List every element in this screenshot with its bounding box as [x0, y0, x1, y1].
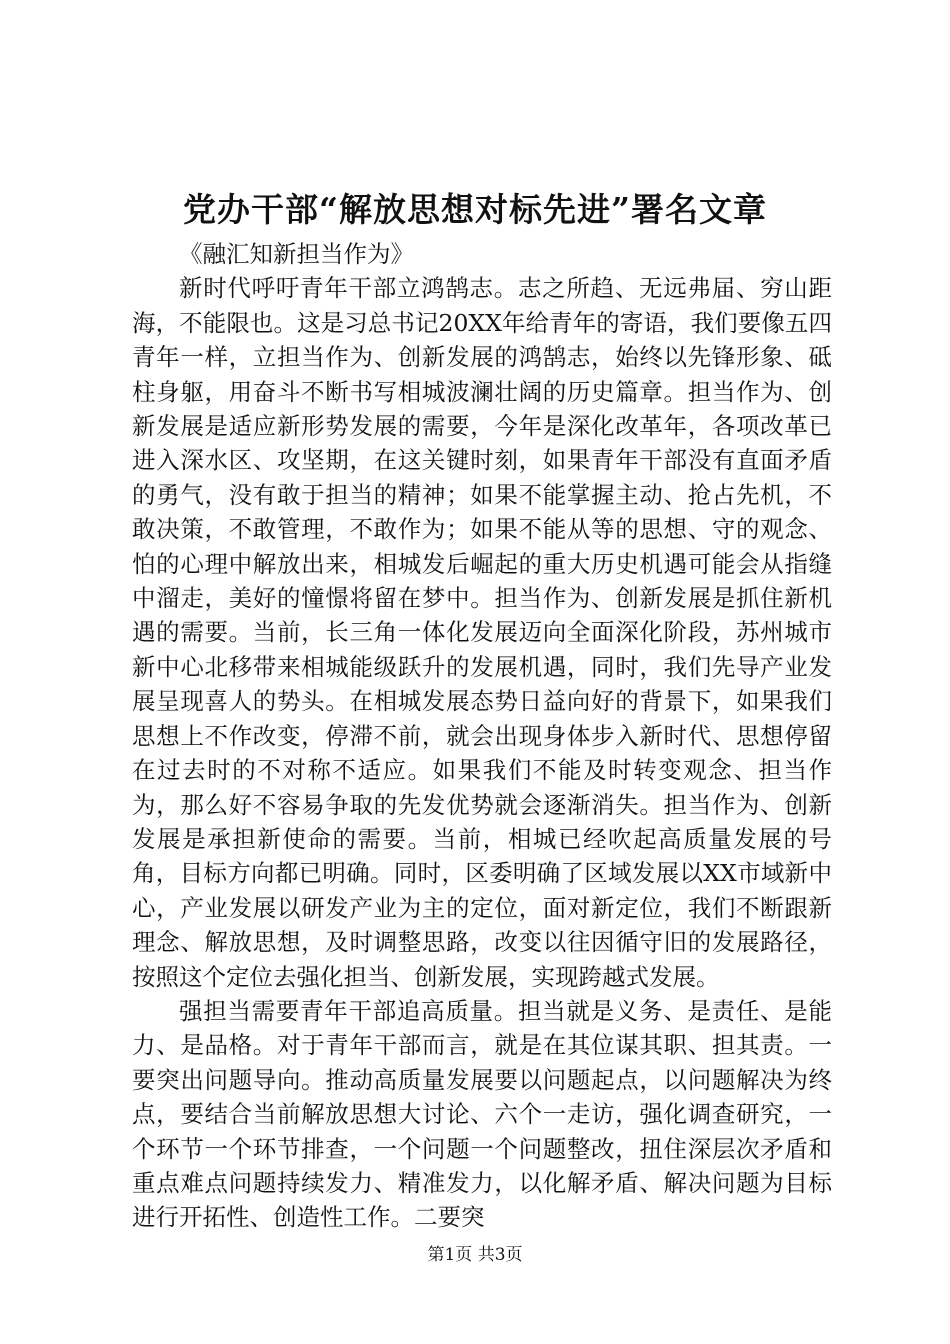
paragraph-2: 强担当需要青年干部追高质量。担当就是义务、是责任、是能力、是品格。对于青年干部而言，就是在其位谋其职、担其责。一要突出问题导向。推动高质量发展要以问题起点，以问题解决为终点，要结合当前解放思想大讨论、六个一走访，强化调查研究，一个环节一个环节排查，一个问题一个问题整改，扭住深层次矛盾和重点难点问题持续发力、精准发力，以化解矛盾、解决问题为目标进行开拓性、创造性工作。二要突 [132, 996, 832, 1232]
document-subtitle: 《融汇知新担当作为》 [179, 240, 414, 268]
page-footer: 第1页 共3页 [427, 1245, 523, 1265]
paragraph-1: 新时代呼吁青年干部立鸿鹄志。志之所趋、无远弗届、穷山距海，不能限也。这是习总书记20XX年给青年的寄语，我们要像五四青年一样，立担当作为、创新发展的鸿鹄志，始终以先锋形象、砥柱身躯，用奋斗不断书写相城波澜壮阔的历史篇章。担当作为、创新发展是适应新形势发展的需要，今年是深化改革年，各项改革已进入深水区、攻坚期，在这关键时刻，如果青年干部没有直面矛盾的勇气，没有敢于担当的精神；如果不能掌握主动、抢占先机，不敢决策，不敢管理，不敢作为；如果不能从等的思想、守的观念、怕的心理中解放出来，相城发后崛起的重大历史机遇可能会从指缝中溜走，美好的憧憬将留在梦中。担当作为、创新发展是抓住新机遇的需要。当前，长三角一体化发展迈向全面深化阶段，苏州城市新中心北移带来相城能级跃升的发展机遇，同时，我们先导产业发展呈现喜人的势头。在相城发展态势日益向好的背景下，如果我们思想上不作改变，停滞不前，就会出现身体步入新时代、思想停留在过去时的不对称不适应。如果我们不能及时转变观念、担当作为，那么好不容易争取的先发优势就会逐渐消失。担当作为、创新发展是承担新使命的需要。当前，相城已经吹起高质量发展的号角，目标方向都已明确。同时，区委明确了区域发展以XX市域新中心，产业发展以研发产业为主的定位，面对新定位，我们不断跟新理念、解放思想，及时调整思路，改变以往因循守旧的发展路径，按照这个定位去强化担当、创新发展，实现跨越式发展。 [132, 274, 832, 991]
document-title: 党办干部“解放思想对标先进”署名文章 [183, 190, 767, 229]
document-body [132, 237, 832, 1235]
